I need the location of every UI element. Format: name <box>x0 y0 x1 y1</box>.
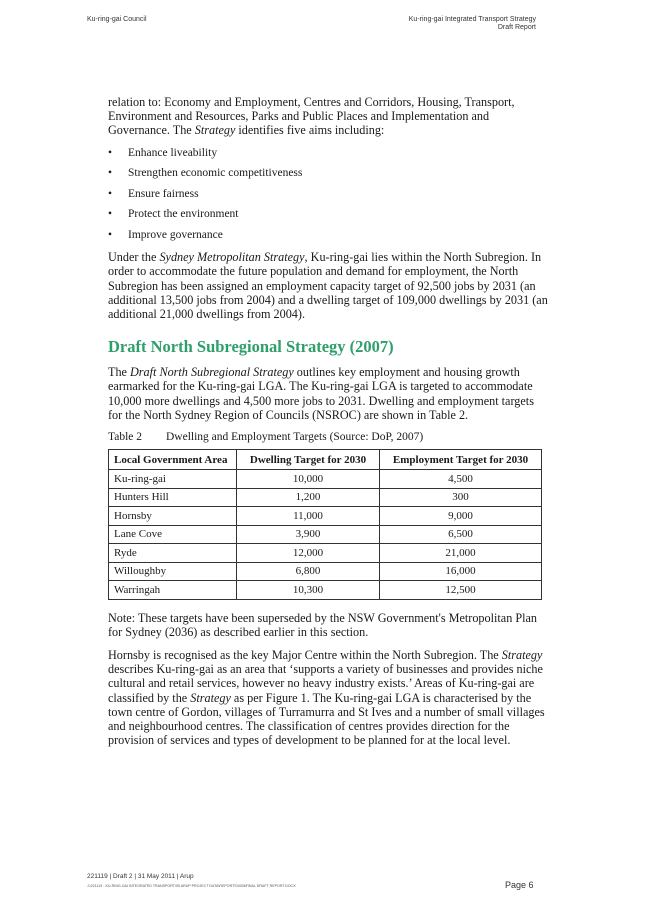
list-item <box>108 207 548 228</box>
dwelling-cell: 1,200 <box>237 488 380 507</box>
draft-strategy-emphasis: Draft North Subregional Strategy <box>130 365 294 380</box>
bullet-icon: • <box>108 208 113 221</box>
list-item <box>108 146 548 167</box>
column-header-dwelling: Dwelling Target for 2030 <box>237 450 380 470</box>
lga-cell: Lane Cove <box>109 525 237 544</box>
table-row <box>109 525 542 544</box>
strategy-emphasis: Strategy <box>190 690 231 705</box>
metro-strategy-paragraph <box>108 250 548 321</box>
bullet-icon: • <box>108 146 113 159</box>
hornsby-text: Hornsby is recognised as the key Major Centre within the North Subregion. The <box>108 648 502 663</box>
bullet-icon: • <box>108 228 113 241</box>
list-item <box>108 187 548 208</box>
lga-cell: Hornsby <box>109 507 237 526</box>
aim-label: Ensure fairness <box>128 187 199 200</box>
table-row <box>109 544 542 563</box>
dwelling-cell: 6,800 <box>237 562 380 581</box>
draft-strategy-paragraph <box>108 365 548 422</box>
lga-cell: Ryde <box>109 544 237 563</box>
list-item <box>108 228 548 249</box>
lga-cell: Willoughby <box>109 562 237 581</box>
dwelling-cell: 3,900 <box>237 525 380 544</box>
lga-cell: Hunters Hill <box>109 488 237 507</box>
lga-cell: Ku-ring-gai <box>109 470 237 489</box>
table-row <box>109 581 542 600</box>
header-organization: Ku-ring-gai Council <box>87 16 147 23</box>
table-row <box>109 470 542 489</box>
employment-cell: 21,000 <box>380 544 542 563</box>
draft-text: The <box>108 365 130 380</box>
bullet-icon: • <box>108 187 113 200</box>
employment-cell: 12,500 <box>380 581 542 600</box>
metro-strategy-emphasis: Sydney Metropolitan Strategy <box>159 250 305 265</box>
aim-label: Improve governance <box>128 228 223 241</box>
table-row <box>109 562 542 581</box>
employment-cell: 9,000 <box>380 507 542 526</box>
employment-cell: 16,000 <box>380 562 542 581</box>
page-number: Page 6 <box>505 880 534 890</box>
dwelling-cell: 11,000 <box>237 507 380 526</box>
aim-label: Enhance liveability <box>128 146 218 159</box>
aim-label: Strengthen economic competitiveness <box>128 167 303 180</box>
intro-text-end: identifies five aims including: <box>235 123 385 138</box>
employment-cell: 300 <box>380 488 542 507</box>
page-content <box>108 95 548 747</box>
aim-label: Protect the environment <box>128 208 239 221</box>
hornsby-text-mid: describes Ku-ring-gai as an area that ‘supports a variety of businesses and provides niche cultural and retail services, however no heavy industry exists.’ Areas of Ku-ring-gai are classified by the <box>108 662 543 705</box>
note-paragraph: Note: These targets have been superseded by the NSW Government's Metropolitan Plan for Sydney (2036) as described earlier in this section. <box>108 610 537 639</box>
employment-cell: 4,500 <box>380 470 542 489</box>
bullet-icon: • <box>108 167 113 180</box>
dwelling-cell: 10,300 <box>237 581 380 600</box>
table-row <box>109 507 542 526</box>
metro-text-end: , Ku-ring-gai lies within the North Subregion. In order to accommodate the future population and demand for employment, the North Subregion has been assigned an employment capacity target of 92,500 jobs by 2031 (an additional 13,500 jobs from 2004) and a dwelling target of 109,000 dwellings by 2031 (an additional 21,000 dwellings from 2004). <box>108 250 548 321</box>
intro-paragraph <box>108 95 548 138</box>
table-caption-text: Dwelling and Employment Targets (Source: DoP, 2007) <box>166 430 424 443</box>
hornsby-text-end: as per Figure 1. The Ku-ring-gai LGA is characterised by the town centre of Gordon, villages of Turramurra and St Ives and a number of small villages and neighbourhood centres. The classification of centres provides direction for the provision of services and types of development to be planned for at the local level. <box>108 690 545 748</box>
footer-document-info: 221119 | Draft 2 | 31 May 2011 | Arup <box>87 873 194 880</box>
aims-list <box>108 146 548 249</box>
strategy-emphasis: Strategy <box>194 123 236 138</box>
dwelling-cell: 12,000 <box>237 544 380 563</box>
hornsby-paragraph <box>108 648 548 747</box>
table-caption <box>108 430 548 444</box>
targets-table <box>108 449 542 600</box>
section-heading: Draft North Subregional Strategy (2007) <box>108 337 394 357</box>
header-title-line: Ku-ring-gai Integrated Transport Strategy <box>408 16 536 23</box>
footer-file-path: J:\221119 - KU-RING-GAI INTEGRATED TRANSPORT\05 ARUP PROJECT DATA\REPORTS\0006FINAL DRAFT REPORT.DOCX <box>87 884 296 888</box>
draft-text-end: outlines key employment and housing growth earmarked for the Ku-ring-gai LGA. The Ku-ring-gai LGA is targeted to accommodate 10,000 more dwellings and 4,500 more jobs to 2031. Dwelling and employment targets for the North Sydney Region of Councils (NSROC) are shown in Table 2. <box>108 365 534 422</box>
intro-text: relation to: Economy and Employment, Centres and Corridors, Housing, Transport, Environment and Resources, Parks and Public Places and Implementation and Governance. The <box>108 95 515 138</box>
header-document-title <box>340 16 536 32</box>
employment-cell: 6,500 <box>380 525 542 544</box>
metro-text: Under the <box>108 250 160 265</box>
dwelling-cell: 10,000 <box>237 470 380 489</box>
header-status-line: Draft Report <box>497 24 536 31</box>
column-header-employment: Employment Target for 2030 <box>380 450 542 470</box>
list-item <box>108 166 548 187</box>
table-header-row <box>109 450 542 470</box>
table-row <box>109 488 542 507</box>
column-header-lga: Local Government Area <box>109 450 237 470</box>
table-number: Table 2 <box>108 430 143 443</box>
strategy-emphasis: Strategy <box>501 648 543 663</box>
lga-cell: Warringah <box>109 581 237 600</box>
